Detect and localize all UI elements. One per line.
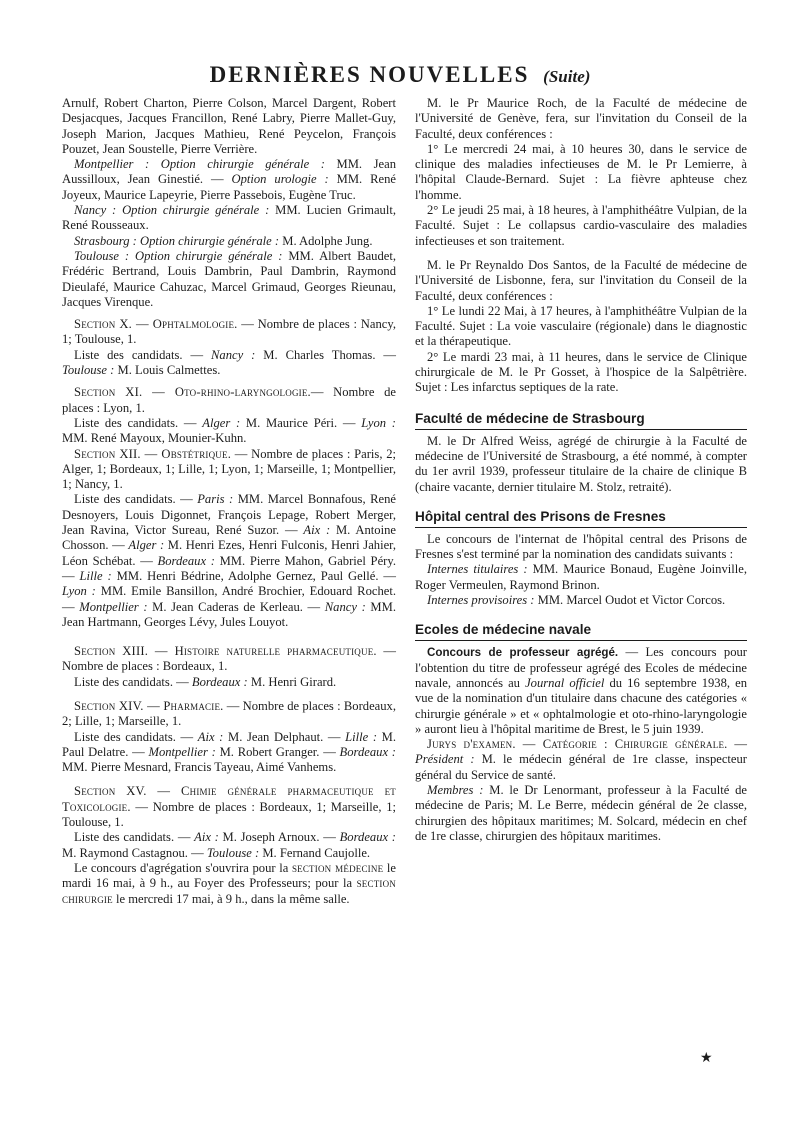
section-xiii: Section XIII. — Histoire naturelle pharmaceutique. — Nombre de places : Bordeaux, 1. [62, 644, 396, 674]
paragraph: Internes titulaires : MM. Maurice Bonaud, Eugène Joinville, Roger Vermeulen, Raymond Brinon. [415, 562, 747, 592]
star-icon: ★ [700, 1051, 713, 1066]
heading-fresnes: Hôpital central des Prisons de Fresnes [415, 508, 747, 528]
paragraph: Nancy : Option chirurgie générale : MM. Lucien Grimault, René Rousseaux. [62, 203, 396, 233]
paragraph: 2° Le jeudi 25 mai, à 18 heures, à l'amphithéâtre Vulpian, de la Faculté. Sujet : Le collapsus cardio-vasculaire des maladies infectieuses et son traitement. [415, 203, 747, 248]
paragraph: Internes provisoires : MM. Marcel Oudot et Victor Corcos. [427, 593, 726, 608]
paragraph: Strasbourg : Option chirurgie générale : M. Adolphe Jung. [74, 233, 373, 248]
paragraph: 1° Le mercredi 24 mai, à 10 heures 30, dans le service de clinique des maladies infectieuses de M. le Pr Lemierre, à l'hôpital Claude-Bernard. Sujet : La fièvre aphteuse chez l'homme. [415, 141, 747, 202]
paragraph: Arnulf, Robert Charton, Pierre Colson, Marcel Dargent, Robert Desjacques, Jacques Francillon, René Labry, Pierre Mallet-Guy, Joseph Marion, Jacques Mathieu, René Peycelon, François Pouzet, Jean Soustelle, Pierre Verrière. [62, 96, 396, 156]
section-xv: Section XV. — Chimie générale pharmaceutique et Toxicologie. — Nombre de places : Bordeaux, 1; Marseille, 1; Toulouse, 1. [62, 784, 396, 830]
paragraph: Membres : M. le Dr Lenormant, professeur à la Faculté de médecine de Paris; M. Le Berre, médecin général de 2e classe, chirurgien des hôpitaux maritimes; M. Solcard, médecin en chef de 1re classe, chirurgien des hôpitaux maritimes. [415, 782, 748, 843]
paragraph: Liste des candidats. — Alger : M. Maurice Péri. — Lyon : MM. René Mayoux, Mounier-Kuhn. [62, 415, 396, 446]
paragraph: M. le Pr Maurice Roch, de la Faculté de médecine de l'Université de Genève, fera, sur l'invitation du Conseil de la Faculté, deux conférences : [415, 96, 747, 141]
paragraph: M. le Pr Reynaldo Dos Santos, de la Faculté de médecine de l'Université de Lisbonne, fera, sur l'invitation du Conseil de la Faculté, deux conférences : [415, 257, 747, 303]
paragraph: Liste des candidats. — Nancy : M. Charles Thomas. — Toulouse : M. Louis Calmettes. [62, 347, 397, 378]
left-column [62, 96, 396, 907]
paragraph: Liste des candidats. — Paris : MM. Marcel Bonnafous, René Desnoyers, Louis Digonnet, François Lepage, Robert Merger, Jean Ravina, Victor Sureau, René Suzor. — Aix : M. Antoine Chosson. — Alger : M. Henri Ezes, Henri Fulconis, Henri Jahier, Léon Schébat. — Bordeaux : MM. Pierre Mahon, Gabriel Péry. — Lille : MM. Henri Bédrine, Adolphe Gernez, Paul Gellé. — Lyon : MM. Emile Bansillon, André Brochier, Edouard Rochet. — Montpellier : M. Jean Caderas de Kerleau. — Nancy : MM. Jean Hartmann, Georges Lévy, Jules Louyot. [62, 492, 397, 629]
section-xiv: Section XIV. — Pharmacie. — Nombre de places : Bordeaux, 2; Lille, 1; Marseille, 1. [62, 698, 396, 729]
right-column [415, 96, 747, 844]
paragraph: Liste des candidats. — Bordeaux : M. Henri Girard. [74, 674, 337, 689]
heading-strasbourg: Faculté de médecine de Strasbourg [415, 410, 747, 430]
paragraph: Liste des candidats. — Aix : M. Jean Delphaut. — Lille : M. Paul Delatre. — Montpellier : M. Robert Granger. — Bordeaux : MM. Pierre Mesnard, Francis Tayeau, Aimé Vanhems. [62, 729, 397, 775]
heading-navale: Ecoles de médecine navale [415, 621, 747, 641]
title-suite: (Suite) [543, 67, 591, 86]
section-xii: Section XII. — Obstétrique. — Nombre de places : Paris, 2; Alger, 1; Bordeaux, 1; Lille, 1; Lyon, 1; Marseille, 1; Montpellier, 1; Nancy, 1. [62, 446, 397, 492]
paragraph: Le concours de l'internat de l'hôpital central des Prisons de Fresnes s'est terminé par la nomination des candidats suivants : [415, 531, 747, 562]
paragraph: Concours de professeur agrégé. — Les concours pour l'obtention du titre de professeur agrégé des Ecoles de médecine navale, annoncés au Journal officiel du 16 septembre 1938, en vue de la nomination d'un titulaire dans chacune des catégories « chirurgie générale » et « ophtalmologie et oto-rhino-laryngologie » auront lieu à l'hôpital maritime de Brest, le 5 juin 1939. [415, 645, 748, 736]
paragraph: Jurys d'examen. — Catégorie : Chirurgie générale. — Président : M. le médecin général de 1re classe, inspecteur général du Service de santé. [415, 737, 747, 782]
paragraph: Le concours d'agrégation s'ouvrira pour la section médecine le mardi 16 mai, à 9 h., au Foyer des Professeurs; pour la section chirurgie le mercredi 17 mai, à 9 h., dans la même salle. [62, 860, 396, 906]
paragraph: Montpellier : Option chirurgie générale : MM. Jean Aussilloux, Jean Ginestié. — Option urologie : MM. René Joyeux, Maurice Lapeyrie, Pierre Passebois, Eugène Truc. [62, 157, 396, 202]
title-text: DERNIÈRES NOUVELLES [209, 62, 530, 87]
paragraph: 2° Le mardi 23 mai, à 11 heures, dans le service de Clinique chirurgicale de M. le Pr Gosset, à l'hospice de la Salpêtrière. Sujet : Les infarctus septiques de la rate. [415, 349, 747, 395]
section-x: Section X. — Ophtalmologie. — Nombre de places : Nancy, 1; Toulouse, 1. [62, 317, 396, 347]
paragraph: 1° Le lundi 22 Mai, à 17 heures, à l'amphithéâtre Vulpian de la Faculté. Sujet : La voie vasculaire (régionale) dans le diagnostic et la thérapeutique. [415, 303, 747, 349]
page-title [0, 62, 800, 88]
section-xi: Section XI. — Oto-rhino-laryngologie.— Nombre de places : Lyon, 1. [62, 385, 396, 415]
paragraph: Toulouse : Option chirurgie générale : MM. Albert Baudet, Frédéric Bertrand, Louis Dambrin, Paul Dambrin, Raymond Dieulafé, Maurice Cahuzac, Marcel Grimaud, Georges Rieunau, Jacques Virenque. [62, 248, 396, 309]
paragraph: Liste des candidats. — Aix : M. Joseph Arnoux. — Bordeaux : M. Raymond Castagnou. — Toulouse : M. Fernand Caujolle. [62, 830, 396, 860]
paragraph: M. le Dr Alfred Weiss, agrégé de chirurgie à la Faculté de médecine de l'Université de Strasbourg, a été nommé, à compter du 1er avril 1939, professeur titulaire de la chaire de clinique B (chaire vacante, dernier titulaire M. Stolz, retraité). [415, 433, 747, 494]
